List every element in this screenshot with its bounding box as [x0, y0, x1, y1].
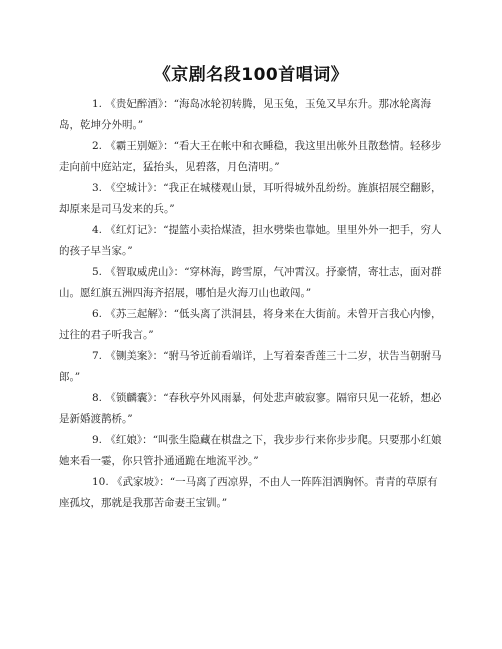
entry-number: 7.	[92, 350, 103, 362]
document-title: 《京剧名段100首唱词》	[153, 65, 349, 85]
opera-name: 《武家坡》	[112, 476, 160, 488]
lyric-text: “海岛冰轮初转腾，见玉兔，玉兔又早东升。那冰轮离海岛，乾坤分外明。”	[59, 98, 431, 131]
separator: ：	[152, 182, 164, 194]
lyric-entry	[59, 220, 443, 262]
opera-name: 《红灯记》	[105, 224, 153, 236]
lyric-text: “一马离了西凉界，不由人一阵阵泪洒胸怀。青青的草原有座孤坟，那就是我那苦命妻王宝钏。”	[59, 476, 438, 509]
entry-number: 1.	[92, 98, 103, 110]
lyric-text: “我正在城楼观山景，耳听得城外乱纷纷。旌旗招展空翻影，却原来是司马发来的兵。”	[59, 182, 442, 215]
entry-number: 8.	[92, 392, 103, 404]
opera-name: 《空城计》	[105, 182, 153, 194]
separator: ：	[163, 98, 174, 110]
lyric-text: “驸马爷近前看端详，上写着秦香莲三十二岁，状告当朝驸马郎。”	[59, 350, 442, 383]
entry-number: 5.	[92, 266, 103, 278]
lyric-text: “叫张生隐藏在棋盘之下，我步步行来你步步爬。只要那小红娘她来看一霎，你只管扑通通跪在地流平沙。”	[59, 434, 442, 467]
lyric-text: “穿林海，跨雪原，气冲霄汉。抒豪情，寄壮志，面对群山。愿红旗五洲四海齐招展，哪怕是火海刀山也敢闯。”	[59, 266, 442, 299]
separator: ：	[152, 224, 164, 236]
separator: ：	[152, 392, 164, 404]
entry-number: 2.	[92, 140, 103, 152]
opera-name: 《红娘》	[105, 434, 143, 446]
lyric-text: “看大王在帐中和衣睡稳，我这里出帐外且散愁情。轻移步走向前中庭站定，猛抬头，见碧落，月色清明。”	[59, 140, 442, 173]
opera-name: 《铡美案》	[105, 350, 153, 362]
entry-number: 3.	[92, 182, 103, 194]
separator: ：	[163, 140, 174, 152]
lyric-entry	[59, 262, 443, 304]
separator: ：	[163, 308, 174, 320]
opera-name: 《霸王别姬》	[105, 140, 164, 152]
lyric-entry	[59, 430, 443, 472]
lyric-entry	[59, 472, 443, 514]
entry-number: 6.	[92, 308, 103, 320]
opera-name: 《苏三起解》	[105, 308, 164, 320]
lyrics-list	[59, 94, 443, 514]
lyric-entry	[59, 346, 443, 388]
lyric-text: “提篮小卖拾煤渣，担水劈柴也靠她。里里外外一把手，穷人的孩子早当家。”	[59, 224, 442, 257]
lyric-entry	[59, 304, 443, 346]
lyric-entry	[59, 388, 443, 430]
entry-number: 4.	[92, 224, 103, 236]
entry-number: 10.	[92, 476, 109, 488]
lyric-entry	[59, 178, 443, 220]
separator: ：	[159, 476, 170, 488]
separator: ：	[173, 266, 185, 278]
separator: ：	[152, 350, 164, 362]
lyric-text: “低头离了洪洞县，将身来在大街前。未曾开言我心内惨，过往的君子听我言。”	[59, 308, 442, 341]
entry-number: 9.	[92, 434, 103, 446]
separator: ：	[142, 434, 153, 446]
lyric-text: “春秋亭外风雨暴，何处悲声破寂寥。隔帘只见一花轿，想必是新婚渡鹊桥。”	[59, 392, 442, 425]
opera-name: 《智取威虎山》	[105, 266, 174, 278]
opera-name: 《锁麟囊》	[105, 392, 153, 404]
lyric-entry	[59, 136, 443, 178]
opera-name: 《贵妃醉酒》	[105, 98, 164, 110]
lyric-entry	[59, 94, 443, 136]
